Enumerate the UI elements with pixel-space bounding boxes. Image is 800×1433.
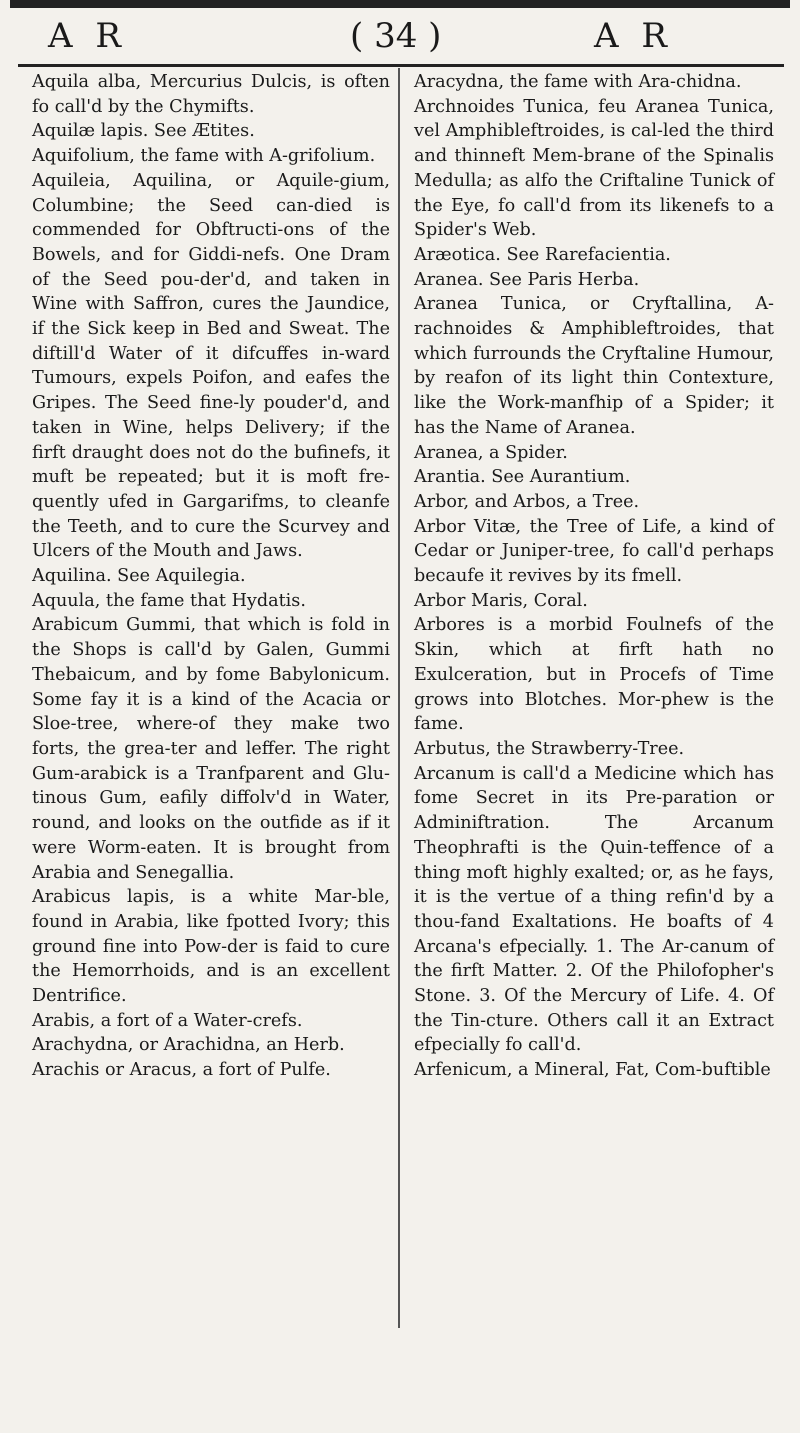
page-number: ( 34 ) <box>350 16 442 56</box>
dictionary-entry: Arcanum is call'd a Medicine which has fome Secret in its Pre-paration or Adminiftration. The Arcanum Theophrafti is the Quin-teffence of a thing moft highly exalted; or, as he fays, it is the vertue of a thing refin'd by a thou-fand Exaltations. He boafts of 4 Arcana's efpecially. 1. The Ar-canum of the firft Matter. 2. Of the Philofopher's Stone. 3. Of the Mercury of Life. 4. Of the Tin-cture. Others call it an Extract efpecially fo call'd. <box>414 763 774 1056</box>
dictionary-entry: Aquila alba, Mercurius Dulcis, is often fo call'd by the Chymifts. <box>32 72 390 117</box>
dictionary-entry: Aquifolium, the fame with A-grifolium. <box>32 146 376 167</box>
dictionary-entry: Aranea. See Paris Herba. <box>414 269 640 290</box>
dictionary-entry: Arbor Maris, Coral. <box>414 590 588 611</box>
dictionary-entry: Archnoides Tunica, feu Aranea Tunica, vel Amphibleftroides, is cal-led the third and thinneft Mem-brane of the Spinalis Medulla; as alfo the Criftaline Tunick of the Eye, fo call'd from its likenefs to a Spider's Web. <box>414 96 774 241</box>
top-border-rule <box>10 0 790 8</box>
dictionary-entry: Arachydna, or Arachidna, an Herb. <box>32 1035 345 1056</box>
page-header <box>0 16 800 60</box>
dictionary-entry: Arbutus, the Strawberry-Tree. <box>414 738 685 759</box>
dictionary-entry: Arabicum Gummi, that which is fold in the Shops is call'd by Galen, Gummi Thebaicum, and by fome Babylonicum. Some fay it is a kind of the Acacia or Sloe-tree, where-of they make two forts, the grea-ter and leffer. The right Gum-arabick is a Tranfparent and Glu-tinous Gum, eafily diffolv'd in Water, round, and looks on the outfide as if it were Worm-eaten. It is brought from Arabia and Senegallia. <box>32 615 390 883</box>
dictionary-entry: Arbor Vitæ, the Tree of Life, a kind of Cedar or Juniper-tree, fo call'd perhaps becaufe it revives by its fmell. <box>414 516 774 587</box>
right-column <box>414 70 774 1083</box>
column-divider <box>398 68 400 1328</box>
header-rule <box>18 64 784 67</box>
header-right-guideword: A R <box>594 16 673 56</box>
dictionary-entry: Arantia. See Aurantium. <box>414 467 631 488</box>
dictionary-entry: Aquilæ lapis. See Ætites. <box>32 121 255 142</box>
dictionary-entry: Arbores is a morbid Foulnefs of the Skin, which at firft hath no Exulceration, but in Procefs of Time grows into Blotches. Mor-phew is the fame. <box>414 615 774 735</box>
dictionary-entry: Arachis or Aracus, a fort of Pulfe. <box>32 1060 331 1081</box>
dictionary-entry: Arabis, a fort of a Water-crefs. <box>32 1010 303 1031</box>
dictionary-entry: Arfenicum, a Mineral, Fat, Com-buftible <box>414 1060 771 1081</box>
dictionary-entry: Aquileia, Aquilina, or Aquile-gium, Columbine; the Seed can-died is commended for Obftructi-ons of the Bowels, and for Giddi-nefs. One Dram of the Seed pou-der'd, and taken in Wine with Saffron, cures the Jaundice, if the Sick keep in Bed and Sweat. The diftill'd Water of it difcuffes in-ward Tumours, expels Poifon, and eafes the Gripes. The Seed fine-ly pouder'd, and taken in Wine, helps Delivery; if the firft draught does not do the bufinefs, it muft be repeated; but it is moft fre-quently ufed in Gargarifms, to cleanfe the Teeth, and to cure the Scurvey and Ulcers of the Mouth and Jaws. <box>32 170 390 562</box>
dictionary-entry: Arabicus lapis, is a white Mar-ble, found in Arabia, like fpotted Ivory; this ground fine into Pow-der is faid to cure the Hemorrhoids, and is an excellent Dentrifice. <box>32 887 390 1007</box>
dictionary-entry: Arbor, and Arbos, a Tree. <box>414 491 640 512</box>
dictionary-entry: Aquula, the fame that Hydatis. <box>32 590 306 611</box>
header-left-guideword: A R <box>48 16 127 56</box>
left-column <box>32 70 390 1083</box>
dictionary-entry: Aracydna, the fame with Ara-chidna. <box>414 72 742 92</box>
dictionary-entry: Aræotica. See Rarefacientia. <box>414 244 671 265</box>
dictionary-entry: Aranea, a Spider. <box>414 442 568 463</box>
dictionary-entry: Aranea Tunica, or Cryftallina, A-rachnoides & Amphibleftroides, that which furrounds the Cryftaline Humour, by reafon of its light thin Contexture, like the Work-manfhip of a Spider; it has the Name of Aranea. <box>414 294 774 438</box>
dictionary-entry: Aquilina. See Aquilegia. <box>32 566 246 587</box>
